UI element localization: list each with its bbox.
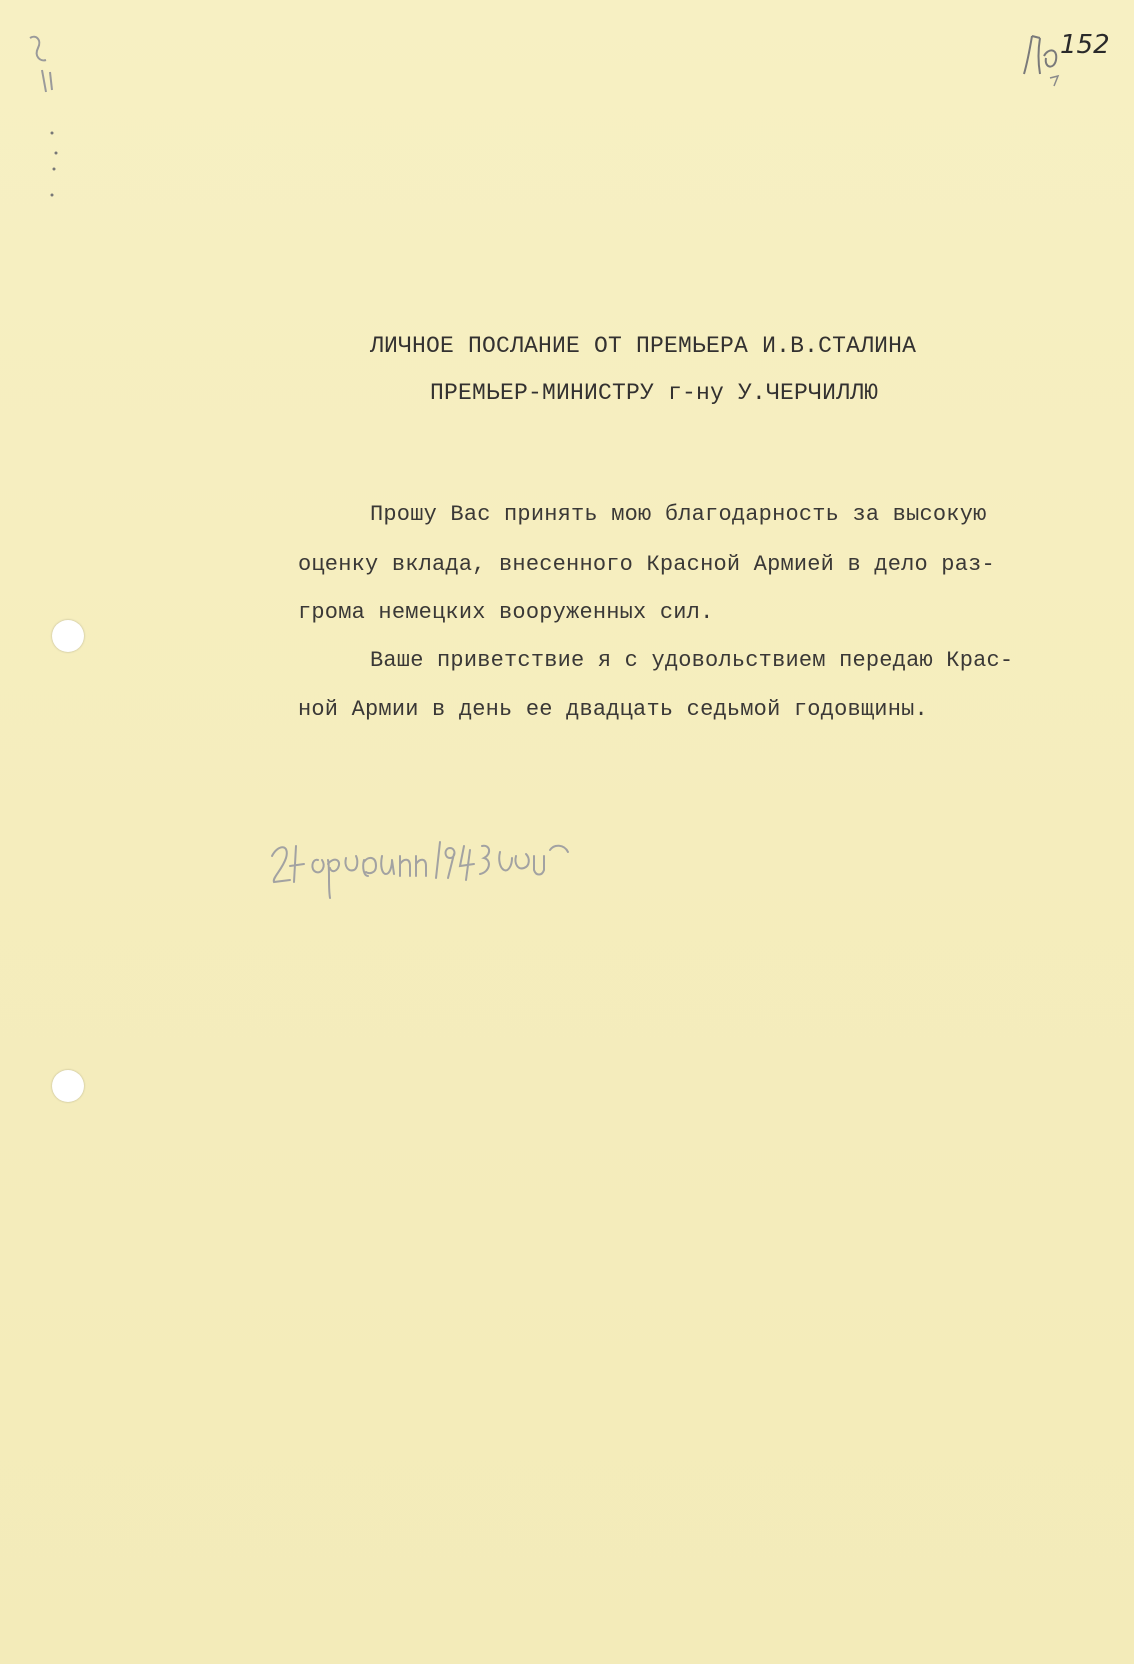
body-line-3: грома немецких вооруженных сил. (298, 600, 714, 625)
document-title-line-1: ЛИЧНОЕ ПОСЛАНИЕ ОТ ПРЕМЬЕРА И.В.СТАЛИНА (370, 333, 917, 359)
scan-edge-right (1134, 0, 1146, 1678)
margin-mark-icon (20, 30, 60, 100)
body-line-5: ной Армии в день ее двадцать седьмой годовщины. (298, 697, 928, 722)
margin-dots-icon (44, 125, 64, 205)
scan-edge-bottom (0, 1664, 1146, 1678)
folio-number: 152 (1060, 30, 1110, 60)
body-line-1: Прошу Вас принять мою благодарность за высокую (370, 502, 987, 527)
punch-hole-top (52, 620, 84, 652)
body-line-2: оценку вклада, внесенного Красной Армией в дело раз- (298, 552, 995, 577)
punch-hole-bottom (52, 1070, 84, 1102)
body-line-4: Ваше приветствие я с удовольствием передаю Крас- (370, 648, 1014, 673)
document-title-line-2: ПРЕМЬЕР-МИНИСТРУ г-ну У.ЧЕРЧИЛЛЮ (430, 380, 879, 406)
handwritten-date-signature (268, 826, 608, 906)
